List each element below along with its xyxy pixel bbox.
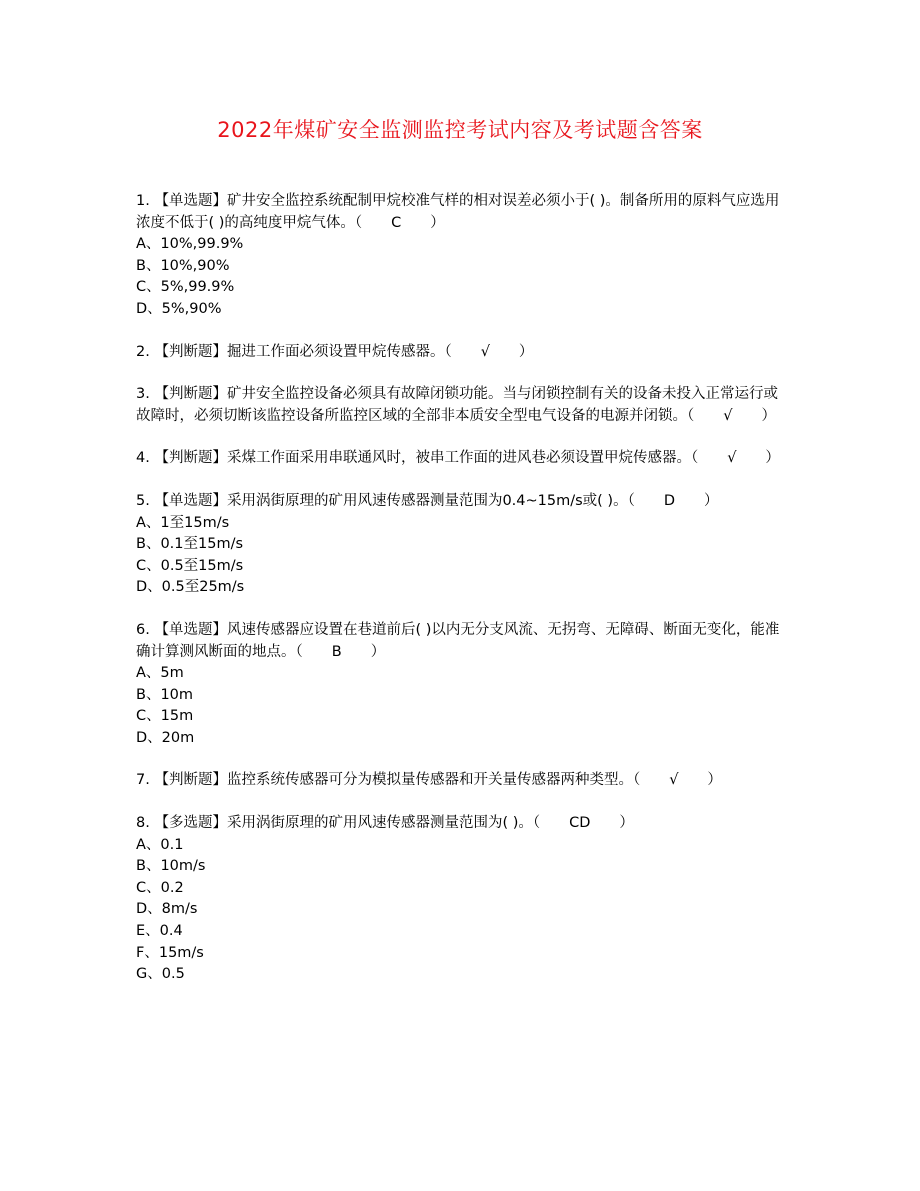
option-a: A、5m [136, 665, 184, 682]
question-text: 6. 【单选题】风速传感器应设置在巷道前后( )以内无分支风流、无拐弯、无障碍、断面无变化，能准确计算测风断面的地点。（ B ） [136, 621, 780, 660]
option-a: A、0.1 [136, 836, 184, 853]
question-list [136, 191, 786, 1007]
question-text: 7. 【判断题】监控系统传感器可分为模拟量传感器和开关量传感器两种类型。（ √ ） [136, 772, 722, 789]
option-b: B、0.1至15m/s [136, 536, 244, 553]
question-6 [136, 620, 786, 750]
option-c: C、0.5至15m/s [136, 557, 244, 574]
option-b: B、10%,90% [136, 257, 230, 274]
option-a: A、1至15m/s [136, 514, 230, 531]
question-text: 5. 【单选题】采用涡街原理的矿用风速传感器测量范围为0.4~15m/s或( )。（ D ） [136, 492, 719, 509]
option-c: C、15m [136, 708, 194, 725]
question-4 [136, 448, 786, 470]
option-a: A、10%,99.9% [136, 236, 244, 253]
question-3 [136, 384, 786, 427]
option-b: B、10m [136, 686, 194, 703]
option-d: D、8m/s [136, 901, 198, 918]
option-g: G、0.5 [136, 966, 185, 983]
question-2 [136, 342, 786, 364]
question-5 [136, 491, 786, 599]
option-d: D、5%,90% [136, 300, 222, 317]
question-text: 2. 【判断题】掘进工作面必须设置甲烷传感器。（ √ ） [136, 343, 534, 360]
option-b: B、10m/s [136, 858, 206, 875]
question-7 [136, 770, 786, 792]
option-c: C、0.2 [136, 879, 184, 896]
option-d: D、0.5至25m/s [136, 579, 245, 596]
option-f: F、15m/s [136, 944, 204, 961]
question-text: 3. 【判断题】矿井安全监控设备必须具有故障闭锁功能。当与闭锁控制有关的设备未投入正常运行或故障时，必须切断该监控设备所监控区域的全部非本质安全型电气设备的电源并闭锁。（ √ ） [136, 386, 778, 424]
document-title: 2022年煤矿安全监测监控考试内容及考试题含答案 [217, 118, 703, 142]
option-c: C、5%,99.9% [136, 279, 235, 296]
question-8 [136, 813, 786, 986]
question-text: 4. 【判断题】采煤工作面采用串联通风时，被串工作面的进风巷必须设置甲烷传感器。（ √ ） [136, 450, 780, 467]
option-d: D、20m [136, 729, 195, 746]
question-text: 8. 【多选题】采用涡街原理的矿用风速传感器测量范围为( )。（ CD ） [136, 815, 634, 832]
option-e: E、0.4 [136, 923, 183, 940]
question-1 [136, 191, 786, 321]
question-text: 1. 【单选题】矿井安全监控系统配制甲烷校准气样的相对误差必须小于( )。制备所用的原料气应选用浓度不低于( )的高纯度甲烷气体。（ C ） [136, 193, 780, 231]
